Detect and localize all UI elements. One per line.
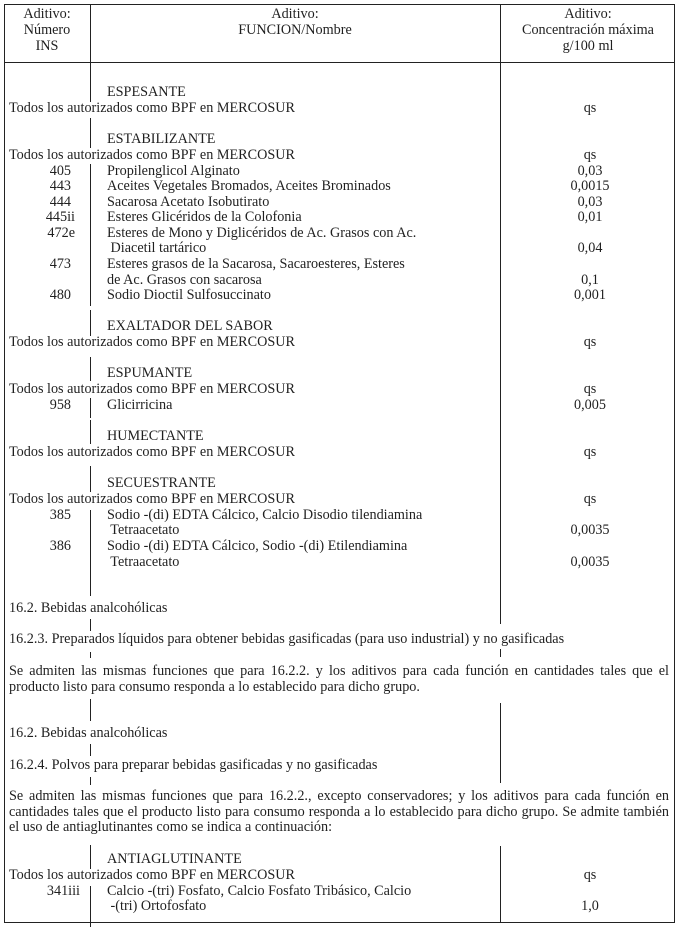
all-authorized-text: Todos los autorizados como BPF en MERCOSUR	[9, 381, 295, 397]
column-divider-ins	[90, 845, 91, 869]
ins-number: 444	[49, 193, 71, 210]
food-subgroup-heading: 16.2.4. Polvos para preparar bebidas gasificadas y no gasificadas	[9, 757, 378, 773]
function-title: HUMECTANTE	[107, 428, 204, 444]
header-ins-line: INS	[35, 37, 59, 54]
concentration-value: qs	[583, 444, 597, 460]
column-divider-ins	[90, 619, 91, 631]
header-ins	[4, 7, 90, 54]
food-subgroup-heading: 16.2.3. Preparados líquidos para obtener bebidas gasificadas (para uso industrial) y no gasificadas	[9, 631, 565, 647]
column-divider-ins	[90, 777, 91, 785]
food-group-heading: 16.2. Bebidas analcohólicas	[9, 600, 168, 616]
concentration-value: 0,005	[574, 397, 606, 413]
ins-number: 958	[49, 397, 71, 413]
column-divider-ins	[90, 699, 91, 721]
food-subgroup-note: Se admiten las mismas funciones que para 16.2.2. y los aditivos para cada función en cantidades tales que el producto listo para consumo responda a lo establecido para dicho grupo.	[9, 663, 669, 695]
concentration-value: qs	[583, 334, 597, 350]
concentration-value: 0,04	[577, 240, 603, 256]
additive-name: Esteres Glicéridos de la Colofonia	[107, 209, 302, 225]
all-authorized-text: Todos los autorizados como BPF en MERCOSUR	[9, 491, 295, 507]
table-left-border	[4, 4, 5, 923]
concentration-value: 0,03	[577, 162, 603, 179]
ins-number: 443	[49, 178, 71, 194]
concentration-value: qs	[583, 100, 597, 116]
column-divider-concentration	[500, 703, 501, 783]
additive-name: Glicirricina	[107, 397, 173, 413]
additive-name: Propilenglicol Alginato	[107, 162, 240, 179]
function-title: SECUESTRANTE	[107, 475, 216, 491]
ins-number: 385	[49, 506, 71, 523]
header-ins-line: Aditivo:	[23, 6, 71, 22]
all-authorized-text: Todos los autorizados como BPF en MERCOSUR	[9, 100, 295, 116]
concentration-value: qs	[583, 867, 597, 883]
ins-number: 341iii	[46, 882, 80, 899]
header-function-line: Aditivo:	[271, 6, 319, 22]
additive-name: Sodio Dioctil Sulfosuccinato	[107, 287, 271, 303]
ins-number: 480	[49, 287, 71, 303]
ins-number: 405	[49, 162, 71, 179]
column-divider-ins	[90, 744, 91, 756]
additive-name: Esteres de Mono y Diglicéridos de Ac. Grasos con Ac.	[107, 224, 417, 241]
column-divider-concentration	[500, 649, 501, 657]
additive-name: Sacarosa Acetato Isobutirato	[107, 193, 270, 210]
function-title: ESPESANTE	[107, 84, 186, 100]
additive-name-continued: -(tri) Ortofosfato	[107, 898, 207, 914]
function-title: EXALTADOR DEL SABOR	[107, 318, 273, 334]
function-title: ESPUMANTE	[107, 365, 193, 381]
column-divider-ins	[90, 398, 91, 418]
all-authorized-text: Todos los autorizados como BPF en MERCOSUR	[9, 147, 295, 163]
concentration-value: 0,03	[577, 193, 603, 210]
column-divider-ins	[90, 164, 91, 306]
concentration-value: qs	[583, 381, 597, 397]
ins-number: 445ii	[45, 209, 75, 225]
concentration-value: 0,001	[574, 287, 606, 303]
header-concentration-line: Aditivo:	[564, 6, 612, 22]
concentration-value: qs	[583, 147, 597, 163]
food-subgroup-note: Se admiten las mismas funciones que para 16.2.2., excepto conservadores; y los aditivos para cada función en cantidades tales que el producto listo para consumo responda a lo establecido para dicho grupo. Se admite también el uso de antiaglutinantes como se indica a continuación:	[9, 788, 669, 836]
additive-name: Aceites Vegetales Bromados, Aceites Brominados	[107, 178, 391, 194]
function-title: ANTIAGLUTINANTE	[107, 851, 242, 867]
additive-name: Esteres grasos de la Sacarosa, Sacaroesteres, Esteres	[107, 256, 405, 272]
header-concentration-line: Concentración máxima	[522, 21, 654, 38]
additive-name-continued: Tetraacetato	[107, 553, 180, 570]
concentration-value: 0,0035	[570, 553, 610, 570]
additive-name: Sodio -(di) EDTA Cálcico, Calcio Disodio tilendiamina	[107, 506, 423, 523]
function-title: ESTABILIZANTE	[107, 131, 216, 147]
column-divider-ins	[90, 118, 91, 148]
column-divider-ins	[90, 466, 91, 492]
table-bottom-border	[4, 922, 675, 923]
header-function-name	[90, 7, 500, 39]
concentration-value: 0,01	[577, 209, 603, 225]
concentration-value: qs	[583, 491, 597, 507]
column-divider-ins	[90, 310, 91, 336]
all-authorized-text: Todos los autorizados como BPF en MERCOSUR	[9, 867, 295, 883]
additive-name: Sodio -(di) EDTA Cálcico, Sodio -(di) Etilendiamina	[107, 538, 408, 554]
column-divider-ins	[90, 652, 91, 658]
concentration-value: 1,0	[581, 898, 599, 914]
ins-number: 473	[49, 256, 71, 272]
header-concentration-line: g/100 ml	[562, 37, 614, 54]
header-function-line: FUNCION/Nombre	[238, 21, 352, 38]
concentration-value: 0,1	[581, 271, 599, 288]
header-ins-line: Número	[23, 21, 71, 38]
header-concentration	[500, 7, 676, 54]
header-bottom-border	[4, 62, 675, 63]
column-divider-ins	[90, 886, 91, 927]
ins-number: 472e	[47, 224, 75, 241]
table-right-border	[674, 4, 675, 923]
column-divider-ins	[90, 420, 91, 444]
column-divider-ins	[90, 357, 91, 381]
additive-name-continued: de Ac. Grasos con sacarosa	[107, 271, 262, 288]
additive-name-continued: Diacetil tartárico	[107, 240, 207, 256]
additive-name-continued: Tetraacetato	[107, 522, 180, 538]
all-authorized-text: Todos los autorizados como BPF en MERCOSUR	[9, 444, 295, 460]
food-group-heading: 16.2. Bebidas analcohólicas	[9, 725, 168, 741]
all-authorized-text: Todos los autorizados como BPF en MERCOSUR	[9, 334, 295, 350]
ins-number: 386	[49, 538, 71, 554]
column-divider-ins	[90, 510, 91, 596]
concentration-value: 0,0035	[570, 522, 610, 538]
concentration-value: 0,0015	[570, 178, 610, 194]
additive-name: Calcio -(tri) Fosfato, Calcio Fosfato Tribásico, Calcio	[107, 882, 412, 899]
